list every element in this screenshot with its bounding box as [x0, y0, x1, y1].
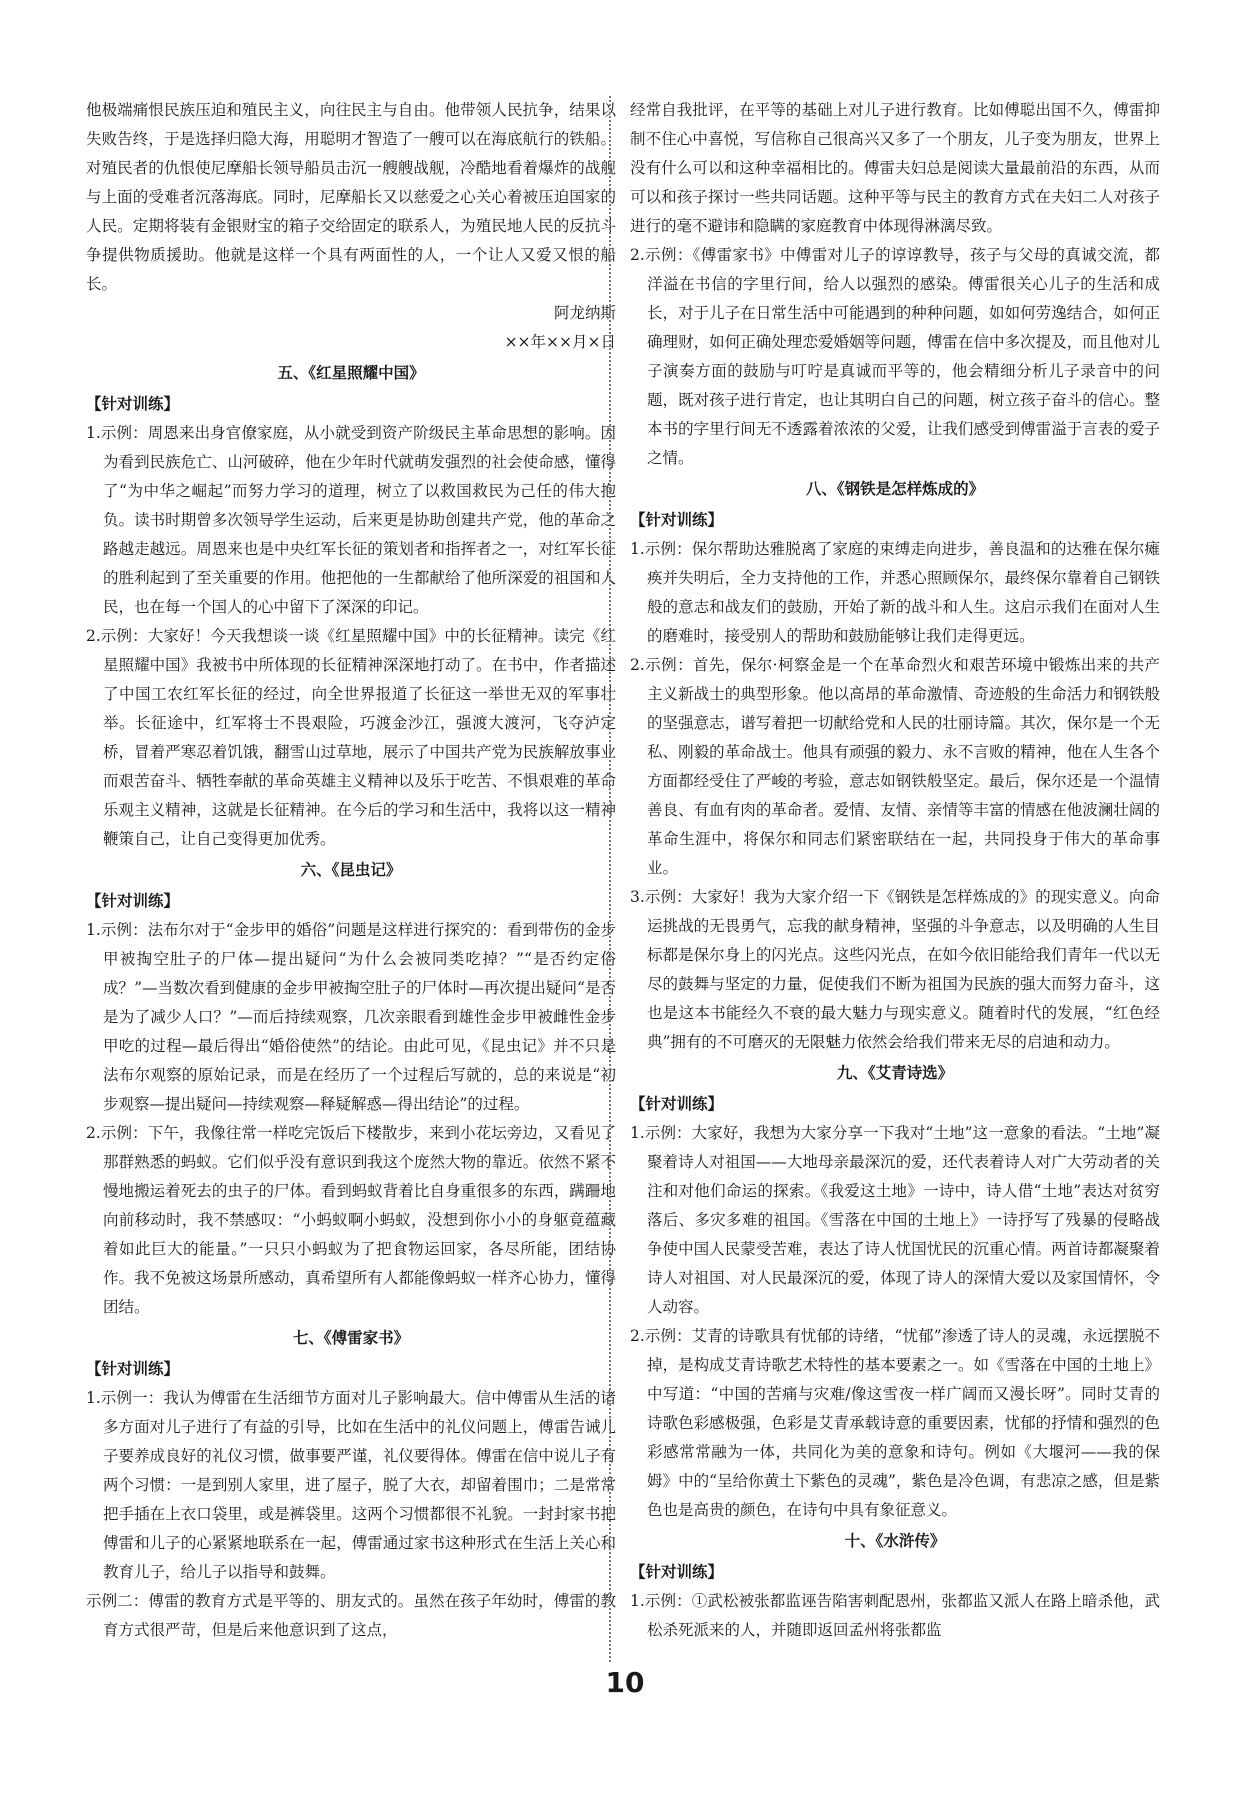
section-7-item-1-example-2: 示例二：傅雷的教育方式是平等的、朋友式的。虽然在孩子年幼时，傅雷的教育方式很严苛，但是后来他意识到了这点，	[86, 1592, 616, 1639]
section-9-item-1: 1.示例：大家好，我想为大家分享一下我对“土地”这一意象的看法。“土地”凝聚着诗人对祖国——大地母亲最深沉的爱，还代表着诗人对广大劳动者的关注和对他们命运的探索。《我爱这土地》一诗中，诗人借“土地”表达对贫穷落后、多灾多难的祖国。《雪落在中国的土地上》一诗抒写了残暴的侵略战争使中国人民蒙受苦难，表达了诗人忧国忧民的沉重心情。两首诗都凝聚着诗人对祖国、对人民最深沉的爱，体现了诗人的深情大爱以及家国情怀，令人动容。	[630, 1124, 1160, 1316]
section-6-training-tag: 【针对训练】	[86, 892, 180, 910]
page-number: 10	[605, 1666, 645, 1699]
section-8-training-tag: 【针对训练】	[630, 511, 724, 529]
signature-name: 阿龙纳斯	[553, 304, 616, 322]
section-8-item-3: 3.示例：大家好！我为大家介绍一下《钢铁是怎样炼成的》的现实意义。向命运挑战的无畏勇气，忘我的献身精神，坚强的斗争意志，以及明确的人生目标都是保尔身上的闪光点。这些闪光点，在如今依旧能给我们青年一代以无尽的鼓舞与坚定的力量，促使我们不断为祖国为民族的强大而努力奋斗，这也是这本书能经久不衰的最大魅力与现实意义。随着时代的发展，“红色经典”拥有的不可磨灭的无限魅力依然会给我们带来无尽的启迪和动力。	[630, 888, 1160, 1051]
section-5-training-tag: 【针对训练】	[86, 395, 180, 413]
section-5-item-2: 2.示例：大家好！今天我想谈一谈《红星照耀中国》中的长征精神。读完《红星照耀中国》我被书中所体现的长征精神深深地打动了。在书中，作者描述了中国工农红军长征的经过，向全世界报道了长征这一举世无双的军事壮举。长征途中，红军将士不畏艰险，巧渡金沙江，强渡大渡河，飞夺泸定桥，冒着严寒忍着饥饿，翻雪山过草地，展示了中国共产党为民族解放事业而艰苦奋斗、牺牲奉献的革命英雄主义精神以及乐于吃苦、不惧艰难的革命乐观主义精神，这就是长征精神。在今后的学习和生活中，我将以这一精神鞭策自己，让自己变得更加优秀。	[86, 627, 616, 848]
section-7-training-tag: 【针对训练】	[86, 1360, 180, 1378]
section-8-item-2: 2.示例：首先，保尔·柯察金是一个在革命烈火和艰苦环境中锻炼出来的共产主义新战士的典型形象。他以高昂的革命激情、奇迹般的生命活力和钢铁般的坚强意志，谱写着把一切献给党和人民的壮丽诗篇。其次，保尔是一个无私、刚毅的革命战士。他具有顽强的毅力、永不言败的精神，他在人生各个方面都经受住了严峻的考验，意志如钢铁般坚定。最后，保尔还是一个温情善良、有血有肉的革命者。爱情、友情、亲情等丰富的情感在他波澜壮阔的革命生涯中，将保尔和同志们紧密联结在一起，共同投身于伟大的革命事业。	[630, 656, 1160, 877]
section-8-title: 八、《钢铁是怎样炼成的》	[805, 480, 985, 498]
section-6-title: 六、《昆虫记》	[300, 861, 402, 879]
section-7-title: 七、《傅雷家书》	[292, 1329, 410, 1347]
signature-date: ××年××月×日	[504, 333, 616, 351]
section-9-training-tag: 【针对训练】	[630, 1095, 724, 1113]
section-8-item-1: 1.示例：保尔帮助达雅脱离了家庭的束缚走向进步，善良温和的达雅在保尔瘫痪并失明后，全力支持他的工作，并悉心照顾保尔，最终保尔靠着自己钢铁般的意志和战友们的鼓励，开始了新的战斗和人生。这启示我们在面对人生的磨难时，接受别人的帮助和鼓励能够让我们走得更远。	[630, 540, 1160, 645]
section-5-title: 五、《红星照耀中国》	[277, 364, 425, 382]
section-6-item-1: 1.示例：法布尔对于“金步甲的婚俗”问题是这样进行探究的：看到带伤的金步甲被掏空肚子的尸体—提出疑问“为什么会被同类吃掉？”“是否约定俗成？”—当数次看到健康的金步甲被掏空肚子的尸体时—再次提出疑问“是否是为了减少人口？”—而后持续观察，几次亲眼看到雄性金步甲被雌性金步甲吃的过程—最后得出“婚俗使然”的结论。由此可见，《昆虫记》并不只是法布尔观察的原始记录，而是在经历了一个过程后写就的，总的来说是“初步观察—提出疑问—持续观察—释疑解惑—得出结论”的过程。	[86, 921, 616, 1113]
section-7-item-1: 1.示例一：我认为傅雷在生活细节方面对儿子影响最大。信中傅雷从生活的诸多方面对儿子进行了有益的引导，比如在生活中的礼仪问题上，傅雷告诫儿子要养成良好的礼仪习惯，做事要严谨，礼仪要得体。傅雷在信中说儿子有两个习惯：一是到别人家里，进了屋子，脱了大衣，却留着围巾；二是常常把手插在上衣口袋里，或是裤袋里。这两个习惯都很不礼貌。一封封家书把傅雷和儿子的心紧紧地联系在一起，傅雷通过家书这种形式在生活上关心和教育儿子，给儿子以指导和鼓舞。	[86, 1389, 616, 1581]
section-9-item-2: 2.示例：艾青的诗歌具有忧郁的诗绪，“忧郁”渗透了诗人的灵魂，永远摆脱不掉，是构成艾青诗歌艺术特性的基本要素之一。如《雪落在中国的土地上》中写道：“中国的苦痛与灾难/像这雪夜一样广阔而又漫长呀”。同时艾青的诗歌色彩感极强，色彩是艾青承载诗意的重要因素，忧郁的抒情和强烈的色彩感常常融为一体，共同化为美的意象和诗句。例如《大堰河——我的保姆》中的“呈给你黄土下紫色的灵魂”，紫色是冷色调，有悲凉之感，但是紫色也是高贵的颜色，在诗句中具有象征意义。	[630, 1327, 1160, 1519]
right-column	[630, 96, 1160, 1645]
section-6-item-2: 2.示例：下午，我像往常一样吃完饭后下楼散步，来到小花坛旁边，又看见了那群熟悉的蚂蚁。它们似乎没有意识到我这个庞然大物的靠近。依然不紧不慢地搬运着死去的虫子的尸体。看到蚂蚁背着比自身重很多的东西，蹒跚地向前移动时，我不禁感叹：“小蚂蚁啊小蚂蚁，没想到你小小的身躯竟蕴藏着如此巨大的能量。”一只只小蚂蚁为了把食物运回家，各尽所能，团结协作。我不免被这场景所感动，真希望所有人都能像蚂蚁一样齐心协力，懂得团结。	[86, 1124, 616, 1316]
left-column	[86, 96, 616, 1645]
column-divider	[609, 96, 611, 1662]
section-7-continuation: 经常自我批评，在平等的基础上对儿子进行教育。比如傅聪出国不久，傅雷抑制不住心中喜悦，写信称自己很高兴又多了一个朋友，儿子变为朋友，世界上没有什么可以和这种幸福相比的。傅雷夫妇总是阅读大量最前沿的东西，从而可以和孩子探讨一些共同话题。这种平等与民主的教育方式在夫妇二人对孩子进行的毫不避讳和隐瞒的家庭教育中体现得淋漓尽致。	[630, 101, 1160, 235]
section-10-item-1: 1.示例：①武松被张都监诬告陷害刺配恩州，张都监又派人在路上暗杀他，武松杀死派来的人，并随即返回孟州将张都监	[630, 1592, 1160, 1639]
section-10-title: 十、《水浒传》	[844, 1532, 946, 1550]
section-7-item-2: 2.示例：《傅雷家书》中傅雷对儿子的谆谆教导，孩子与父母的真诚交流，都洋溢在书信的字里行间，给人以强烈的感染。傅雷很关心儿子的生活和成长，对于儿子在日常生活中可能遇到的种种问题，如如何劳逸结合，如何正确理财，如何正确处理恋爱婚姻等问题，傅雷在信中多次提及，而且他对儿子演奏方面的鼓励与叮咛是真诚而平等的，他会精细分析儿子录音中的问题，既对孩子进行肯定，也让其明白自己的问题，树立孩子奋斗的信心。整本书的字里行间无不透露着浓浓的父爱，让我们感受到傅雷溢于言表的爱子之情。	[630, 246, 1160, 467]
intro-paragraph: 他极端痛恨民族压迫和殖民主义，向往民主与自由。他带领人民抗争，结果以失败告终，于是选择归隐大海，用聪明才智造了一艘可以在海底航行的铁船。对殖民者的仇恨使尼摩船长领导船员击沉一艘艘战舰，冷酷地看着爆炸的战舰与上面的受难者沉落海底。同时，尼摩船长又以慈爱之心关心着被压迫国家的人民。定期将装有金银财宝的箱子交给固定的联系人，为殖民地人民的反抗斗争提供物质援助。他就是这样一个具有两面性的人，一个让人又爱又恨的船长。	[86, 101, 616, 293]
section-5-item-1: 1.示例：周恩来出身官僚家庭，从小就受到资产阶级民主革命思想的影响。因为看到民族危亡、山河破碎，他在少年时代就萌发强烈的社会使命感，懂得了“为中华之崛起”而努力学习的道理，树立了以救国救民为己任的伟大抱负。读书时期曾多次领导学生运动，后来更是协助创建共产党，他的革命之路越走越远。周恩来也是中央红军长征的策划者和指挥者之一，对红军长征的胜利起到了至关重要的作用。他把他的一生都献给了他所深爱的祖国和人民，也在每一个国人的心中留下了深深的印记。	[86, 424, 616, 616]
section-9-title: 九、《艾青诗选》	[836, 1064, 954, 1082]
section-10-training-tag: 【针对训练】	[630, 1563, 724, 1581]
